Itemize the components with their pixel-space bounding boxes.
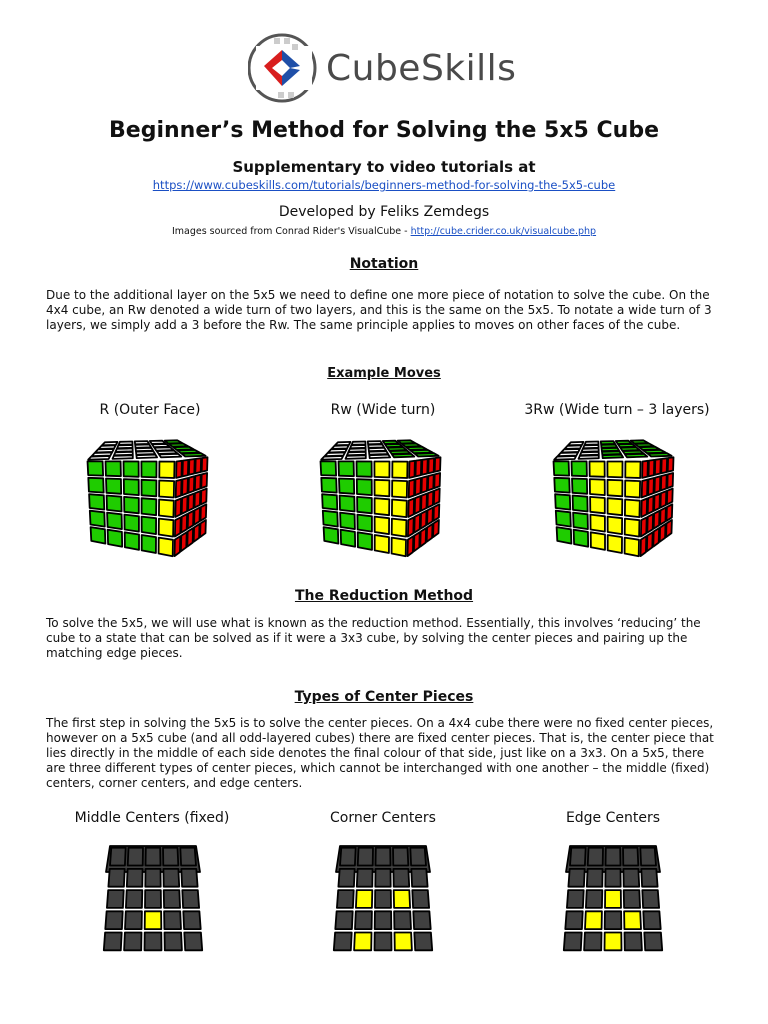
cube-rw-right-sticker bbox=[414, 514, 420, 533]
cube-r-right-sticker bbox=[188, 511, 194, 529]
cube-r-front-sticker bbox=[124, 479, 139, 495]
cube-rw-right-sticker bbox=[422, 459, 428, 475]
cube-r-front-sticker bbox=[91, 527, 106, 544]
corner-face-sticker bbox=[375, 911, 392, 929]
corner-face-sticker bbox=[412, 890, 429, 908]
middle-face-sticker bbox=[164, 911, 181, 929]
cube-rw-front-sticker bbox=[357, 515, 372, 532]
cube-rw-front-sticker bbox=[341, 530, 356, 547]
cube-r-top-sticker bbox=[113, 455, 133, 459]
corner-face-sticker bbox=[375, 933, 392, 951]
cube-rw-front-sticker bbox=[339, 479, 354, 494]
cube-rw-front-sticker bbox=[392, 538, 406, 557]
cube-r-front-sticker bbox=[159, 538, 173, 557]
cube-3rw-front-sticker bbox=[625, 462, 640, 479]
cube-rw-right-sticker bbox=[435, 457, 441, 472]
corner-face-sticker bbox=[376, 848, 391, 866]
corner-face-sticker bbox=[338, 869, 354, 887]
cube-3rw-front-sticker bbox=[556, 511, 571, 527]
cube-r-right-sticker bbox=[195, 458, 201, 473]
cube-r-right-sticker bbox=[200, 520, 206, 537]
cube-r-front-sticker bbox=[108, 530, 123, 547]
cube-3rw-right-sticker bbox=[648, 478, 654, 495]
cube-rw-right-sticker bbox=[434, 504, 440, 521]
corner-face-sticker bbox=[358, 848, 373, 866]
cube-r-right-sticker bbox=[182, 478, 188, 495]
edge-face-sticker bbox=[564, 933, 582, 951]
caption-rw-wide-turn: Rw (Wide turn) bbox=[330, 402, 436, 418]
example-moves-heading: Example Moves bbox=[327, 366, 441, 381]
cube-r-right-sticker bbox=[175, 517, 181, 536]
cube-rw-front-sticker bbox=[375, 498, 390, 515]
cube-r-right-sticker bbox=[194, 524, 200, 542]
cube-3rw-right-sticker bbox=[648, 496, 654, 514]
cube-r-right-sticker bbox=[201, 504, 207, 521]
cube-r-front-sticker bbox=[106, 479, 121, 494]
notation-heading: Notation bbox=[349, 256, 419, 272]
corner-face-sticker bbox=[356, 890, 372, 908]
cube-rw-front-sticker bbox=[375, 535, 389, 553]
corner-face-sticker bbox=[410, 848, 426, 866]
edge-face-sticker bbox=[568, 869, 584, 887]
cube-3rw-top-sticker bbox=[625, 454, 647, 458]
cube-r-front-sticker bbox=[159, 462, 174, 479]
edge-face-sticker bbox=[605, 911, 622, 929]
cube-3rw-right-sticker bbox=[661, 458, 667, 473]
cube-r-right-sticker bbox=[195, 475, 201, 491]
cube-rw-right-sticker bbox=[428, 475, 434, 491]
cube-rw-move-illustration bbox=[313, 434, 447, 566]
cube-r-top-sticker bbox=[136, 455, 157, 459]
middle-face-sticker bbox=[145, 911, 162, 929]
cube-r-front-sticker bbox=[159, 519, 174, 537]
cube-3rw-right-sticker bbox=[667, 489, 673, 505]
edge-face-sticker bbox=[623, 848, 638, 866]
cube-rw-right-sticker bbox=[427, 508, 433, 525]
cube-r-right-sticker bbox=[176, 480, 182, 498]
cube-rw-front-sticker bbox=[374, 462, 389, 478]
cube-rw-right-sticker bbox=[421, 494, 427, 511]
corner-face-sticker bbox=[337, 890, 354, 908]
cube-rw-front-sticker bbox=[340, 513, 355, 530]
cube-3rw-right-sticker bbox=[667, 504, 673, 521]
cube-3rw-right-sticker bbox=[653, 528, 659, 547]
caption-r-outer-face: R (Outer Face) bbox=[99, 402, 201, 418]
corner-face-sticker bbox=[334, 933, 352, 951]
middle-face-sticker bbox=[145, 933, 162, 951]
cube-3rw-right-sticker bbox=[647, 514, 653, 533]
edge-face-sticker bbox=[605, 869, 620, 887]
cube-rw-front-sticker bbox=[357, 479, 372, 495]
cube-r-right-sticker bbox=[195, 491, 201, 508]
cube-r-front-sticker bbox=[159, 500, 174, 518]
reduction-paragraph: To solve the 5x5, we will use what is known as the reduction method. Essentially, this involves ‘reducing’ the cube to a state that can be solved as if it were a 3x3 cube, by solving the center pieces and pairing up the matching edge pieces. bbox=[46, 616, 701, 660]
cube-rw-front-sticker bbox=[392, 462, 407, 479]
middle-face-sticker bbox=[182, 890, 199, 908]
cube-r-right-sticker bbox=[201, 489, 207, 505]
image-credit bbox=[0, 226, 768, 237]
corner-face-sticker bbox=[395, 933, 412, 951]
corner-face-sticker bbox=[340, 848, 356, 866]
corner-face-sticker bbox=[393, 848, 408, 866]
cube-rw-front-sticker bbox=[357, 497, 372, 513]
edge-face-sticker bbox=[625, 933, 642, 951]
reduction-heading: The Reduction Method bbox=[294, 588, 474, 604]
corner-face-sticker bbox=[357, 869, 373, 887]
cube-r-top-sticker bbox=[159, 454, 181, 458]
corner-face-sticker bbox=[354, 933, 371, 951]
cube-3rw-right-sticker bbox=[641, 517, 647, 536]
cubeskills-logo bbox=[248, 30, 528, 108]
middle-face-sticker bbox=[180, 848, 196, 866]
cube-r-front-sticker bbox=[142, 498, 157, 515]
cube-3rw-front-sticker bbox=[608, 480, 623, 497]
middle-face-sticker bbox=[125, 911, 142, 929]
cube-r-right-sticker bbox=[176, 461, 182, 478]
corner-face-sticker bbox=[394, 911, 411, 929]
middle-face-sticker bbox=[107, 890, 124, 908]
cube-3rw-front-sticker bbox=[608, 498, 623, 515]
cube-rw-front-sticker bbox=[321, 478, 336, 493]
middle-face-sticker bbox=[181, 869, 197, 887]
cube-rw-top-sticker bbox=[369, 455, 390, 459]
cube-r-front-sticker bbox=[89, 494, 104, 509]
cube-3rw-right-sticker bbox=[668, 457, 674, 472]
cube-rw-right-sticker bbox=[414, 532, 420, 551]
edge-face-sticker bbox=[640, 848, 656, 866]
cube-r-front-sticker bbox=[159, 481, 174, 498]
cube-3rw-right-sticker bbox=[642, 461, 648, 478]
edge-face-sticker bbox=[641, 869, 657, 887]
middle-centers-face bbox=[100, 842, 206, 960]
cube-3rw-right-sticker bbox=[647, 532, 653, 551]
cube-r-front-sticker bbox=[107, 513, 122, 530]
cube-3rw-front-sticker bbox=[572, 479, 587, 494]
center-types-paragraph: The first step in solving the 5x5 is to solve the center pieces. On a 4x4 cube there were no fixed center pieces, however on a 5x5 cube (and all odd-layered cubes) there are fixed center pieces. That is, the center piece that lies directly in the middle of each side denotes the final colour of that side, just like on a 3x3. On a 5x5, there are three different types of center pieces, which cannot be interchanged with one another – the middle (fixed) centers, corner centers, and edge centers. bbox=[46, 716, 714, 790]
cube-r-right-sticker bbox=[175, 499, 181, 518]
cube-rw-right-sticker bbox=[427, 524, 433, 542]
cube-3rw-right-sticker bbox=[641, 499, 647, 518]
cube-3rw-front-sticker bbox=[590, 515, 605, 532]
cube-3rw-front-sticker bbox=[625, 500, 640, 518]
cube-rw-front-sticker bbox=[322, 494, 337, 509]
cube-3rw-front-sticker bbox=[607, 462, 622, 478]
cube-r-front-sticker bbox=[141, 462, 156, 478]
edge-face-sticker bbox=[565, 911, 582, 929]
cube-rw-right-sticker bbox=[420, 528, 426, 547]
cube-r-right-sticker bbox=[189, 476, 195, 493]
cube-rw-right-sticker bbox=[409, 461, 415, 478]
cube-r-front-sticker bbox=[106, 461, 121, 476]
corner-face-sticker bbox=[394, 890, 410, 908]
cube-3rw-front-sticker bbox=[625, 519, 640, 537]
cube-r-right-sticker bbox=[183, 460, 189, 477]
caption-corner-centers: Corner Centers bbox=[330, 810, 436, 826]
cube-3rw-right-sticker bbox=[666, 520, 672, 537]
cube-3rw-top-sticker bbox=[648, 453, 672, 456]
cube-r-right-sticker bbox=[182, 496, 188, 514]
cube-3rw-right-sticker bbox=[655, 476, 661, 493]
edge-face-sticker bbox=[624, 890, 640, 908]
middle-face-sticker bbox=[164, 890, 180, 908]
middle-face-sticker bbox=[184, 933, 202, 951]
middle-face-sticker bbox=[104, 933, 122, 951]
corner-face-sticker bbox=[375, 890, 391, 908]
cube-3rw-front-sticker bbox=[608, 517, 623, 535]
corner-face-sticker bbox=[393, 869, 409, 887]
edge-face-sticker bbox=[624, 911, 641, 929]
caption-3rw-wide-turn: 3Rw (Wide turn – 3 layers) bbox=[524, 402, 710, 418]
center-types-heading: Types of Center Pieces bbox=[294, 689, 474, 705]
cube-rw-front-sticker bbox=[358, 532, 372, 550]
cube-rw-right-sticker bbox=[409, 480, 415, 498]
developer-credit: Developed by Feliks Zemdegs bbox=[278, 204, 490, 220]
middle-face-sticker bbox=[108, 869, 124, 887]
middle-face-sticker bbox=[145, 890, 161, 908]
cube-r-move-illustration bbox=[80, 434, 214, 566]
cube-rw-right-sticker bbox=[434, 489, 440, 505]
cube-3rw-move-illustration bbox=[546, 434, 680, 566]
cube-rw-right-sticker bbox=[428, 458, 434, 473]
cube-rw-top-sticker bbox=[321, 456, 343, 460]
cube-r-front-sticker bbox=[88, 461, 104, 475]
cube-rw-right-sticker bbox=[408, 517, 414, 536]
cube-r-right-sticker bbox=[189, 459, 195, 475]
cube-3rw-front-sticker bbox=[557, 527, 572, 544]
corner-face-sticker bbox=[411, 869, 427, 887]
cube-3rw-right-sticker bbox=[661, 475, 667, 491]
middle-face-sticker bbox=[146, 848, 161, 866]
cube-r-front-sticker bbox=[142, 535, 156, 553]
cube-rw-front-sticker bbox=[324, 527, 339, 544]
cube-rw-front-sticker bbox=[392, 481, 407, 498]
cube-rw-top-sticker bbox=[346, 455, 366, 459]
cube-r-right-sticker bbox=[194, 508, 200, 525]
cube-3rw-right-sticker bbox=[654, 494, 660, 511]
cube-3rw-right-sticker bbox=[661, 491, 667, 508]
cube-r-right-sticker bbox=[187, 528, 193, 547]
cube-3rw-front-sticker bbox=[573, 513, 588, 530]
cube-3rw-front-sticker bbox=[608, 535, 622, 553]
caption-edge-centers: Edge Centers bbox=[565, 810, 661, 826]
middle-face-sticker bbox=[183, 911, 200, 929]
cube-r-front-sticker bbox=[125, 532, 139, 550]
cube-3rw-right-sticker bbox=[667, 473, 673, 488]
cube-3rw-front-sticker bbox=[554, 461, 570, 475]
corner-face-sticker bbox=[355, 911, 372, 929]
cube-rw-right-sticker bbox=[434, 473, 440, 488]
cube-r-top-sticker bbox=[182, 453, 206, 456]
middle-face-sticker bbox=[163, 869, 179, 887]
cube-rw-front-sticker bbox=[375, 480, 390, 497]
tutorial-link[interactable]: https://www.cubeskills.com/tutorials/beginners-method-for-solving-the-5x5-cube bbox=[152, 178, 616, 192]
cube-rw-front-sticker bbox=[392, 500, 407, 518]
cube-rw-front-sticker bbox=[321, 461, 337, 475]
corner-centers-face bbox=[330, 842, 436, 960]
edge-face-sticker bbox=[605, 933, 622, 951]
corner-face-sticker bbox=[335, 911, 352, 929]
cube-r-right-sticker bbox=[175, 536, 181, 556]
edge-face-sticker bbox=[570, 848, 586, 866]
cube-3rw-front-sticker bbox=[590, 479, 605, 495]
cube-rw-top-sticker bbox=[415, 453, 439, 456]
cube-r-front-sticker bbox=[88, 478, 103, 493]
middle-face-sticker bbox=[128, 848, 143, 866]
cube-rw-front-sticker bbox=[323, 511, 338, 527]
visualcube-link[interactable]: http://cube.crider.co.uk/visualcube.php bbox=[410, 226, 597, 237]
cube-rw-front-sticker bbox=[392, 519, 407, 537]
cube-3rw-right-sticker bbox=[660, 524, 666, 542]
brand-name: CubeSkills bbox=[326, 48, 517, 89]
edge-face-sticker bbox=[587, 869, 603, 887]
cube-r-right-sticker bbox=[181, 514, 187, 533]
cube-3rw-front-sticker bbox=[591, 532, 605, 550]
cube-rw-front-sticker bbox=[339, 461, 354, 476]
cube-logo-icon bbox=[248, 30, 318, 108]
cube-r-top-sticker bbox=[88, 456, 110, 460]
cube-r-right-sticker bbox=[201, 473, 207, 488]
cube-3rw-right-sticker bbox=[649, 460, 655, 477]
cube-rw-right-sticker bbox=[408, 499, 414, 518]
cube-3rw-right-sticker bbox=[660, 508, 666, 525]
corner-face-sticker bbox=[414, 933, 432, 951]
cube-rw-front-sticker bbox=[340, 496, 355, 512]
supplementary-text: Supplementary to video tutorials at bbox=[232, 158, 536, 176]
cube-r-front-sticker bbox=[142, 480, 157, 497]
edge-face-sticker bbox=[584, 933, 601, 951]
corner-face-sticker bbox=[413, 911, 430, 929]
middle-face-sticker bbox=[127, 869, 143, 887]
cube-rw-right-sticker bbox=[428, 491, 434, 508]
cube-3rw-top-sticker bbox=[579, 455, 599, 459]
middle-face-sticker bbox=[165, 933, 182, 951]
cube-3rw-top-sticker bbox=[602, 455, 623, 459]
image-credit-text: Images sourced from Conrad Rider's VisualCube - bbox=[171, 226, 411, 237]
cube-3rw-front-sticker bbox=[554, 478, 569, 493]
cube-3rw-right-sticker bbox=[654, 511, 660, 529]
middle-face-sticker bbox=[163, 848, 178, 866]
cube-r-front-sticker bbox=[142, 517, 157, 535]
edge-face-sticker bbox=[586, 890, 602, 908]
cube-rw-front-sticker bbox=[375, 517, 390, 535]
edge-centers-face bbox=[560, 842, 666, 960]
corner-face-sticker bbox=[375, 869, 390, 887]
edge-face-sticker bbox=[605, 890, 621, 908]
cube-rw-front-sticker bbox=[357, 461, 372, 476]
cube-rw-right-sticker bbox=[422, 476, 428, 493]
middle-face-sticker bbox=[124, 933, 141, 951]
middle-face-sticker bbox=[105, 911, 122, 929]
cube-3rw-front-sticker bbox=[625, 481, 640, 498]
edge-face-sticker bbox=[567, 890, 584, 908]
cube-r-front-sticker bbox=[90, 511, 105, 527]
edge-face-sticker bbox=[643, 911, 660, 929]
cube-3rw-front-sticker bbox=[574, 530, 589, 547]
cube-rw-right-sticker bbox=[421, 511, 427, 529]
cube-r-right-sticker bbox=[188, 494, 194, 511]
caption-middle-centers: Middle Centers (fixed) bbox=[74, 810, 230, 826]
notation-paragraph: Due to the additional layer on the 5x5 we need to define one more piece of notation to solve the cube. On the 4x4 cube, an Rw denoted a wide turn of two layers, and this is the same on the 5x5. To notate a wide turn of 3 layers, we simply add a 3 before the Rw. The same principle applies to moves on other faces of the cube. bbox=[46, 288, 712, 332]
cube-3rw-front-sticker bbox=[625, 538, 639, 557]
cube-rw-right-sticker bbox=[433, 520, 439, 537]
cube-3rw-right-sticker bbox=[655, 459, 661, 475]
cube-r-right-sticker bbox=[181, 532, 187, 551]
cube-3rw-front-sticker bbox=[572, 461, 587, 476]
cube-r-front-sticker bbox=[107, 496, 122, 512]
edge-face-sticker bbox=[644, 933, 662, 951]
cube-r-front-sticker bbox=[124, 497, 139, 513]
middle-face-sticker bbox=[110, 848, 126, 866]
middle-face-sticker bbox=[126, 890, 142, 908]
cube-rw-right-sticker bbox=[408, 536, 414, 556]
edge-face-sticker bbox=[588, 848, 603, 866]
page-title: Beginner’s Method for Solving the 5x5 Cube bbox=[109, 118, 659, 143]
cube-3rw-front-sticker bbox=[590, 461, 605, 476]
cube-rw-top-sticker bbox=[392, 454, 414, 458]
cube-3rw-front-sticker bbox=[555, 494, 570, 509]
edge-face-sticker bbox=[606, 848, 621, 866]
cube-rw-right-sticker bbox=[416, 460, 422, 477]
cube-rw-right-sticker bbox=[415, 496, 421, 514]
cube-3rw-top-sticker bbox=[554, 456, 576, 460]
edge-face-sticker bbox=[623, 869, 639, 887]
cube-3rw-right-sticker bbox=[642, 480, 648, 498]
middle-face-sticker bbox=[145, 869, 160, 887]
edge-face-sticker bbox=[642, 890, 659, 908]
cube-rw-right-sticker bbox=[415, 478, 421, 495]
cube-3rw-front-sticker bbox=[590, 497, 605, 513]
cube-r-front-sticker bbox=[124, 461, 139, 476]
cube-3rw-front-sticker bbox=[573, 496, 588, 512]
cube-r-right-sticker bbox=[202, 457, 208, 472]
cube-r-front-sticker bbox=[124, 515, 138, 532]
cube-3rw-right-sticker bbox=[641, 536, 647, 556]
edge-face-sticker bbox=[585, 911, 602, 929]
